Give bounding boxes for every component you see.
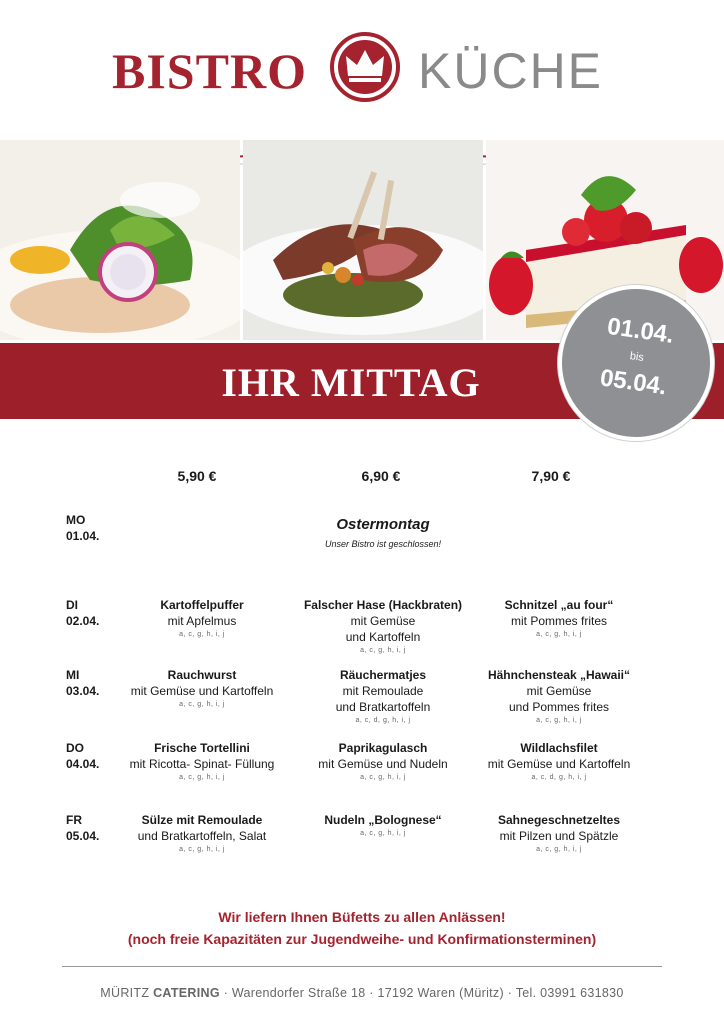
dish-title: Kartoffelpuffer [160, 598, 244, 612]
dish [112, 667, 292, 711]
dish-title: Wildlachsfilet [520, 741, 598, 755]
dish-description: mit Gemüse [526, 684, 592, 698]
dish [293, 597, 473, 657]
day-name: MI [66, 668, 80, 682]
logo [0, 30, 724, 110]
dish-allergens: a, c, g, h, i, j [360, 774, 406, 781]
promo-line-2: (noch freie Kapazitäten zur Jugendweihe- und Konfirmationsterminen) [127, 931, 597, 947]
dish [469, 812, 649, 856]
dish-description: mit Gemüse und Kartoffeln [130, 684, 274, 698]
dish-description: mit Ricotta- Spinat- Füllung [129, 757, 275, 771]
dish-description: mit Pilzen und Spätzle [499, 829, 619, 843]
price-column-1: 5,90 € [177, 468, 217, 484]
dish-description: mit Gemüse und Nudeln [318, 757, 448, 771]
dish-title: Paprikagulasch [338, 741, 428, 755]
promo-line-1: Wir liefern Ihnen Büfetts zu allen Anlässen! [218, 909, 506, 925]
dish [112, 597, 292, 641]
dish-allergens: a, c, g, h, i, j [179, 846, 225, 853]
dish [293, 740, 473, 784]
crown-logo-icon [330, 32, 400, 102]
day-date: 04.04. [66, 757, 100, 771]
date-to: 05.04. [598, 364, 669, 401]
day-date: 05.04. [66, 829, 100, 843]
day-label [66, 667, 99, 699]
dish [469, 740, 649, 784]
dish-description: und Bratkartoffeln [335, 700, 431, 714]
day-date: 03.04. [66, 684, 100, 698]
day-name: FR [66, 813, 82, 827]
dish-title: Sahnegeschnetzeltes [497, 813, 621, 827]
logo-text-bistro: BISTRO [112, 43, 307, 99]
day-name: MO [66, 513, 86, 527]
dish-description: und Kartoffeln [345, 630, 421, 644]
dish-allergens: a, c, g, h, i, j [179, 701, 225, 708]
day-label-monday [66, 512, 99, 544]
dish-allergens: a, c, d, g, h, i, j [531, 774, 587, 781]
date-from: 01.04. [605, 312, 676, 349]
day-label [66, 597, 99, 629]
day-name: DO [66, 741, 84, 755]
dish-description: mit Gemüse und Kartoffeln [487, 757, 631, 771]
dish-allergens: a, c, g, h, i, j [179, 774, 225, 781]
dish [469, 667, 649, 727]
dish-allergens: a, c, g, h, i, j [360, 647, 406, 654]
dish [293, 667, 473, 727]
promo-text [0, 906, 724, 950]
footer-brand-bold: CATERING [153, 986, 220, 1000]
dish-title: Räuchermatjes [339, 668, 427, 682]
lamb-photo [243, 140, 483, 340]
dish-title: Hähnchensteak „Hawaii“ [487, 668, 631, 682]
day-label [66, 740, 99, 772]
salad-photo [0, 140, 240, 340]
dish-title: Rauchwurst [167, 668, 237, 682]
price-column-3: 7,90 € [531, 468, 571, 484]
holiday-notice [293, 516, 473, 549]
dish-allergens: a, c, g, h, i, j [179, 631, 225, 638]
dish-allergens: a, c, g, h, i, j [536, 846, 582, 853]
dish-description: mit Apfelmus [167, 614, 237, 628]
dish-allergens: a, c, d, g, h, i, j [355, 717, 411, 724]
dish-description: mit Gemüse [350, 614, 416, 628]
footer-brand-light: MÜRITZ [100, 986, 150, 1000]
footer-contact [0, 986, 724, 1000]
footer-address: · Warendorfer Straße 18 · 17192 Waren (Müritz) · Tel. 03991 631830 [219, 986, 624, 1000]
price-column-2: 6,90 € [361, 468, 401, 484]
dish-description: und Pommes frites [508, 700, 610, 714]
dish [293, 812, 473, 840]
dish-description: mit Remoulade [342, 684, 424, 698]
dish-title: Schnitzel „au four“ [504, 598, 614, 612]
dish [112, 812, 292, 856]
holiday-title: Ostermontag [336, 516, 430, 533]
dish-title: Sülze mit Remoulade [141, 813, 263, 827]
dish-title: Nudeln „Bolognese“ [324, 813, 442, 827]
dish-allergens: a, c, g, h, i, j [536, 631, 582, 638]
dish-description: mit Pommes frites [510, 614, 607, 628]
dish-description: und Bratkartoffeln, Salat [137, 829, 267, 843]
day-label [66, 812, 99, 844]
day-name: DI [66, 598, 78, 612]
logo-text-kueche: KÜCHE [418, 43, 604, 99]
dish [469, 597, 649, 641]
divider [62, 966, 662, 967]
day-date: 02.04. [66, 614, 100, 628]
page-title: IHR MITTAG [221, 360, 481, 405]
dish-title: Frische Tortellini [154, 741, 250, 755]
dish-allergens: a, c, g, h, i, j [536, 717, 582, 724]
holiday-note: Unser Bistro ist geschlossen! [324, 539, 442, 549]
dish-title: Falscher Hase (Hackbraten) [303, 598, 463, 612]
day-date: 01.04. [66, 529, 100, 543]
dish [112, 740, 292, 784]
dish-allergens: a, c, g, h, i, j [360, 830, 406, 837]
date-bis: bis [629, 350, 645, 364]
